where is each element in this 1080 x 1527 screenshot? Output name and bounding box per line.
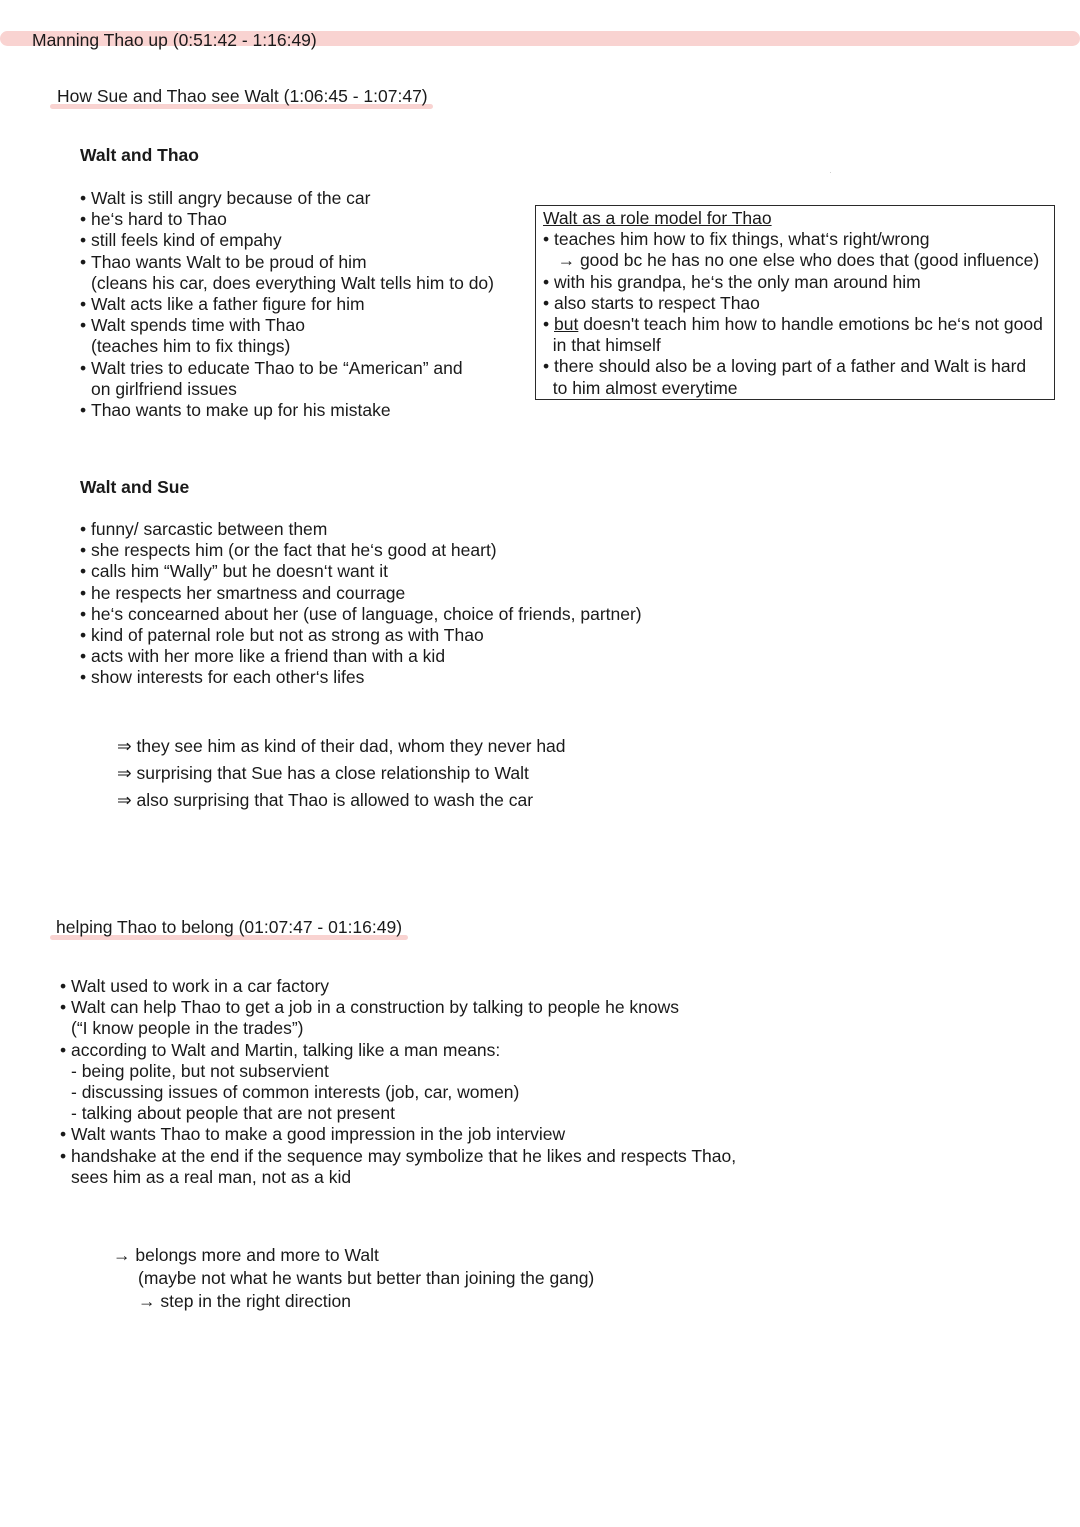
list-item-text: Thao wants Walt to be proud of him xyxy=(91,251,367,272)
bullet: • xyxy=(60,1145,67,1166)
list-item xyxy=(80,252,494,273)
list-item xyxy=(60,1082,736,1103)
list-item xyxy=(80,315,494,336)
list-item xyxy=(80,358,494,379)
list-item xyxy=(60,997,736,1018)
role-model-item xyxy=(543,356,1043,377)
bullet: • xyxy=(80,582,87,603)
section-title-helping-thao-to-belong: helping Thao to belong (01:07:47 - 01:16:49) xyxy=(56,917,403,937)
role-model-item xyxy=(543,293,1043,314)
list-item-text: she respects him (or the fact that he‘s good at heart) xyxy=(91,540,497,561)
heading-walt-and-sue: Walt and Sue xyxy=(80,477,190,497)
list-item xyxy=(80,230,494,251)
role-model-item-text: teaches him how to fix things, what‘s right/wrong xyxy=(554,229,930,250)
list-item-text: funny/ sarcastic between them xyxy=(91,519,328,539)
role-model-item-prefix: • xyxy=(543,271,554,292)
section1-conclusions xyxy=(117,733,566,814)
role-model-item-prefix xyxy=(543,335,553,355)
heading-walt-and-thao: Walt and Thao xyxy=(80,145,199,165)
bullet: • xyxy=(80,625,87,646)
list-item-text: Walt can help Thao to get a job in a construction by talking to people he knows xyxy=(71,997,680,1018)
list-item xyxy=(80,294,494,315)
list-item-text: according to Walt and Martin, talking like a man means: xyxy=(71,1039,501,1060)
list-item-text: calls him “Wally” but he doesn‘t want it xyxy=(91,561,388,582)
role-model-box xyxy=(535,205,1055,400)
role-model-item-text: with his grandpa, he‘s the only man around him xyxy=(554,271,921,292)
bullet: • xyxy=(60,1124,67,1145)
conclusion-line: ⇒ also surprising that Thao is allowed to wash the car xyxy=(117,790,534,810)
bullet: • xyxy=(80,209,87,230)
role-model-item xyxy=(543,314,1043,335)
role-model-item-text: there should also be a loving part of a father and Walt is hard xyxy=(554,356,1027,377)
role-model-item-prefix: • xyxy=(543,292,554,313)
conclusion-line: ⇒ surprising that Sue has a close relationship to Walt xyxy=(117,763,529,783)
bullet: • xyxy=(80,230,87,251)
list-item xyxy=(60,976,736,997)
bullet: • xyxy=(80,400,87,421)
role-model-item xyxy=(543,229,1043,250)
list-item xyxy=(60,1146,736,1167)
list-item xyxy=(60,1018,736,1039)
list-item-text: still feels kind of empahy xyxy=(91,230,282,251)
list-item-text: on girlfriend issues xyxy=(91,378,237,399)
list-item-text: Thao wants to make up for his mistake xyxy=(91,400,391,421)
bullet: • xyxy=(80,540,87,561)
walt-sue-list xyxy=(80,519,642,689)
role-model-item xyxy=(543,250,1043,271)
list-item xyxy=(80,379,494,400)
list-item-text: Walt wants Thao to make a good impression in the job interview xyxy=(71,1124,566,1145)
list-item-text: (“I know people in the trades”) xyxy=(71,1018,304,1039)
section-title-how-sue-and-thao-see-walt: How Sue and Thao see Walt (1:06:45 - 1:07:47) xyxy=(57,86,428,106)
list-item-text: kind of paternal role but not as strong as with Thao xyxy=(91,625,484,646)
bullet: • xyxy=(80,251,87,272)
list-item-text: (teaches him to fix things) xyxy=(91,336,291,357)
bullet: • xyxy=(80,188,87,208)
stray-mark: · xyxy=(829,167,832,177)
bullet: • xyxy=(80,519,87,539)
role-model-item-text: in that himself xyxy=(552,335,661,356)
list-item xyxy=(80,583,642,604)
list-item-text: acts with her more like a friend than with a kid xyxy=(91,646,446,667)
list-item xyxy=(60,1124,736,1145)
page-title: Manning Thao up (0:51:42 - 1:16:49) xyxy=(32,30,317,50)
list-item-text: he respects her smartness and courrage xyxy=(91,582,406,603)
list-item xyxy=(80,519,642,540)
helping-thao-list xyxy=(60,976,736,1188)
list-item xyxy=(80,561,642,582)
list-item xyxy=(80,625,642,646)
role-model-item xyxy=(543,378,1043,399)
list-item-text: he‘s hard to Thao xyxy=(91,209,227,230)
role-model-item-text: good bc he has no one else who does that (good influence) xyxy=(579,250,1040,271)
role-model-item xyxy=(543,272,1043,293)
list-item xyxy=(80,604,642,625)
list-item-text: - being polite, but not subservient xyxy=(71,1060,329,1081)
bullet: • xyxy=(80,667,87,688)
role-model-item-prefix: → xyxy=(543,250,580,271)
conclusion-line: → step in the right direction xyxy=(138,1291,352,1311)
conclusion-line: ⇒ they see him as kind of their dad, whom they never had xyxy=(117,736,566,756)
list-item xyxy=(60,1040,736,1061)
list-item xyxy=(60,1061,736,1082)
bullet: • xyxy=(80,315,87,336)
list-item xyxy=(60,1167,736,1188)
role-model-item xyxy=(543,335,1043,356)
role-model-box-heading: Walt as a role model for Thao xyxy=(543,208,772,228)
list-item-text: (cleans his car, does everything Walt tells him to do) xyxy=(91,272,494,293)
role-model-item-prefix: • xyxy=(543,229,554,250)
list-item-text: Walt spends time with Thao xyxy=(91,315,305,336)
list-item-text: Walt tries to educate Thao to be “American” and xyxy=(91,357,463,378)
role-model-item-text: also starts to respect Thao xyxy=(554,292,760,313)
conclusion-line: (maybe not what he wants but better than joining the gang) xyxy=(138,1268,595,1288)
list-item-text: Walt used to work in a car factory xyxy=(71,976,330,996)
role-model-item-prefix: • xyxy=(543,356,554,377)
role-model-item-underlined: but xyxy=(554,314,579,335)
conclusion-line: → belongs more and more to Walt xyxy=(113,1245,379,1265)
list-item-text: Walt acts like a father figure for him xyxy=(91,294,365,315)
role-model-item-prefix xyxy=(543,378,553,398)
list-item xyxy=(80,667,642,688)
bullet: • xyxy=(80,294,87,315)
bullet: • xyxy=(60,1039,67,1060)
list-item-text: show interests for each other‘s lifes xyxy=(91,667,365,688)
list-item-text: - discussing issues of common interests (job, car, women) xyxy=(71,1082,520,1103)
role-model-item-text: to him almost everytime xyxy=(552,377,738,398)
list-item-text: - talking about people that are not present xyxy=(71,1103,395,1124)
bullet: • xyxy=(60,976,67,996)
walt-thao-list xyxy=(80,188,494,421)
bullet: • xyxy=(80,561,87,582)
list-item-text: he‘s concearned about her (use of language, choice of friends, partner) xyxy=(91,603,642,624)
list-item xyxy=(80,400,494,421)
list-item-text: sees him as a real man, not as a kid xyxy=(71,1166,352,1187)
list-item xyxy=(80,646,642,667)
list-item xyxy=(80,336,494,357)
section2-conclusion xyxy=(113,1244,594,1313)
role-model-item-prefix: • xyxy=(543,314,554,335)
list-item xyxy=(60,1103,736,1124)
bullet: • xyxy=(80,357,87,378)
bullet: • xyxy=(80,603,87,624)
role-model-box-content xyxy=(543,208,1043,399)
list-item xyxy=(80,188,494,209)
list-item xyxy=(80,209,494,230)
bullet: • xyxy=(60,997,67,1018)
role-model-item-text: doesn't teach him how to handle emotions bc he‘s not good xyxy=(578,314,1043,335)
list-item xyxy=(80,273,494,294)
list-item-text: handshake at the end if the sequence may symbolize that he likes and respects Thao, xyxy=(71,1145,737,1166)
bullet: • xyxy=(80,646,87,667)
list-item-text: Walt is still angry because of the car xyxy=(91,188,371,208)
list-item xyxy=(80,540,642,561)
